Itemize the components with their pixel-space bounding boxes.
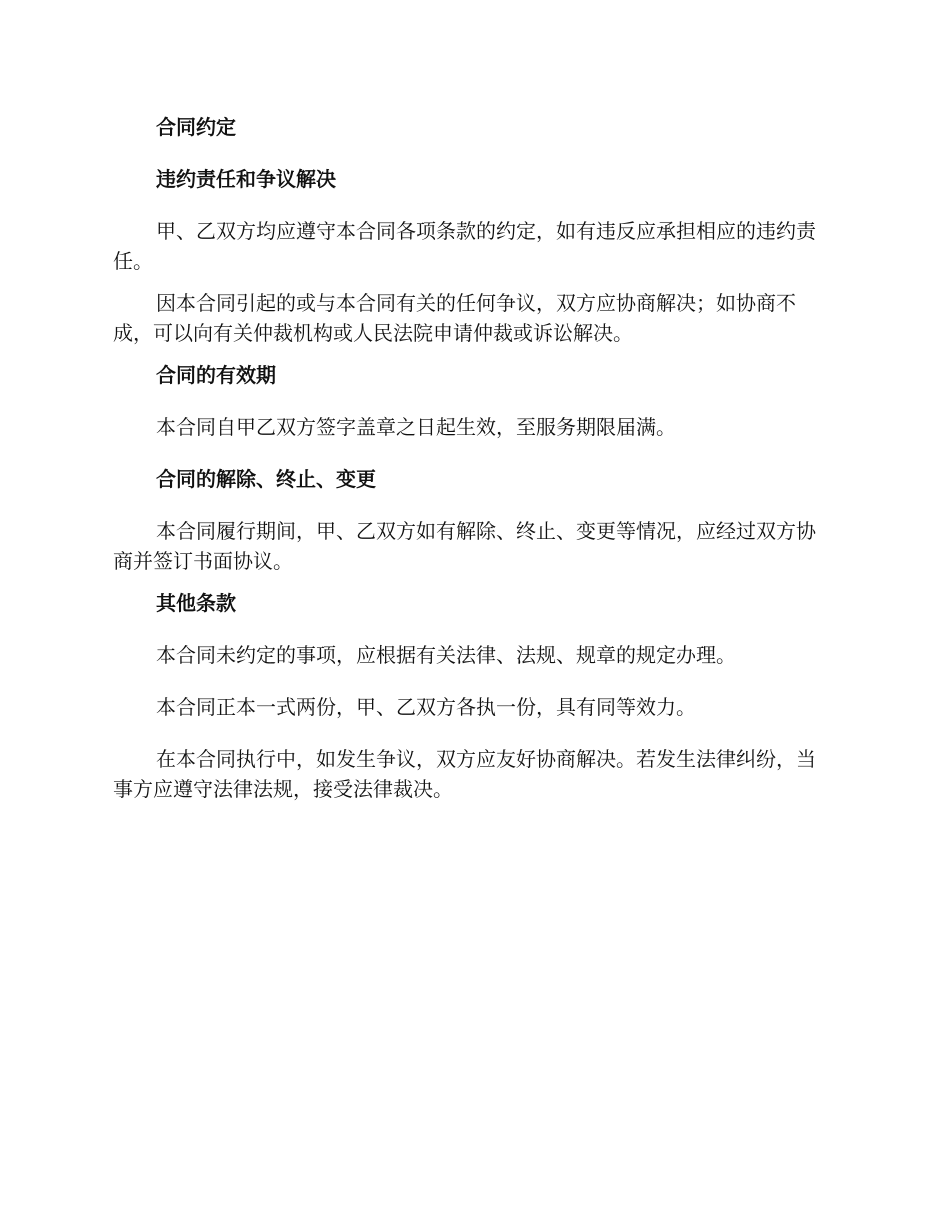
section-heading-other-terms: 其他条款 [156, 591, 236, 615]
paragraph-copies: 本合同正本一式两份，甲、乙双方各执一份，具有同等效力。 [156, 695, 696, 719]
paragraph-dispute-resolution: 因本合同引起的或与本合同有关的任何争议，双方应协商解决；如协商不成，可以向有关仲裁机构或人民法院申请仲裁或诉讼解决。 [113, 291, 796, 345]
section-heading-contract-terms: 合同约定 [156, 115, 236, 139]
document-content [113, 112, 829, 826]
paragraph-execution-disputes: 在本合同执行中，如发生争议，双方应友好协商解决。若发生法律纠纷，当事方应遵守法律法规，接受法律裁决。 [113, 747, 816, 801]
paragraph-liability: 甲、乙双方均应遵守本合同各项条款的约定，如有违反应承担相应的违约责任。 [113, 219, 816, 273]
section-heading-termination-change: 合同的解除、终止、变更 [156, 467, 376, 491]
section-heading-liability-disputes: 违约责任和争议解决 [156, 167, 336, 191]
paragraph-termination: 本合同履行期间，甲、乙双方如有解除、终止、变更等情况，应经过双方协商并签订书面协议。 [113, 519, 816, 573]
section-heading-validity-period: 合同的有效期 [156, 363, 276, 387]
paragraph-validity: 本合同自甲乙双方签字盖章之日起生效，至服务期限届满。 [156, 415, 676, 439]
paragraph-unspecified-matters: 本合同未约定的事项，应根据有关法律、法规、规章的规定办理。 [156, 643, 736, 667]
